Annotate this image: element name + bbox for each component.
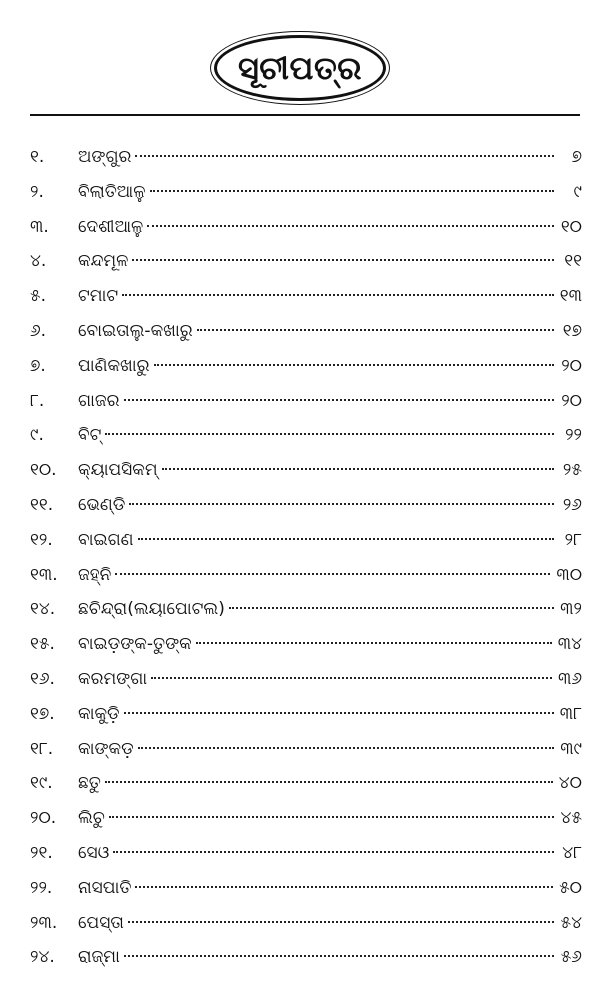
dot-leader	[105, 781, 553, 783]
toc-entry-page: ୨୫	[562, 460, 582, 481]
toc-entry	[30, 871, 582, 906]
toc-entry	[30, 558, 582, 593]
toc-entry-number: ୪.	[30, 251, 47, 272]
toc-entry-page: ୫୦	[559, 877, 582, 898]
toc-entry-title: ନାସପାତି	[78, 877, 132, 898]
dot-leader	[150, 190, 554, 192]
toc-entry-title: ରାଜ୍‌ମା	[78, 947, 120, 968]
toc-entry-number: ୨୩.	[30, 912, 58, 933]
toc-entry	[30, 627, 582, 662]
toc-entry	[30, 801, 582, 836]
toc-entry-title: ଜହ୍ନି	[78, 564, 112, 585]
toc-entry-page: ୩୨	[560, 599, 582, 620]
toc-entry-page: ୯	[573, 181, 582, 202]
dot-leader	[162, 468, 554, 470]
toc-entry-title: କାକୁଡ଼ି	[78, 703, 120, 724]
toc-entry-number: ୫.	[30, 286, 47, 307]
toc-entry-number: ୮.	[30, 390, 45, 411]
dot-leader	[135, 155, 554, 157]
title-divider	[30, 114, 580, 116]
toc-entry-number: ୨୧.	[30, 842, 53, 863]
toc-entry	[30, 906, 582, 941]
toc-entry-title: ବିଲାତିଆଳୁ	[78, 181, 146, 202]
toc-entry	[30, 210, 582, 245]
toc-entry-page: ୨୨	[565, 425, 582, 446]
toc-entry-page: ୨୮	[564, 529, 582, 550]
toc-entry-page: ୩୦	[556, 564, 582, 585]
toc-entry-title: କ୍ୟାପସିକମ୍	[78, 460, 158, 481]
dot-leader	[138, 538, 554, 540]
toc-entry-number: ୧୧.	[30, 494, 54, 515]
toc-entry	[30, 592, 582, 627]
toc-entry-number: ୭.	[30, 355, 46, 376]
toc-entry-page: ୩୮	[559, 703, 582, 724]
toc-entry-page: ୪୮	[562, 842, 582, 863]
dot-leader	[197, 329, 554, 331]
toc-entry-page: ୧୧	[564, 251, 582, 272]
toc-entry-number: ୧୮.	[30, 738, 54, 759]
dot-leader	[151, 677, 552, 679]
toc-entry-page: ୨୦	[561, 390, 582, 411]
toc-entry-title: ଭେଣ୍ଡି	[78, 494, 126, 515]
dot-leader	[128, 921, 554, 923]
toc-entry-number: ୧୭.	[30, 703, 55, 724]
toc-entry	[30, 244, 582, 279]
toc-entry-title: ଟମାଟ	[78, 286, 119, 307]
toc-entry	[30, 766, 582, 801]
toc-entry-title: ଛଚିନ୍ଦ୍ରା(ଲୟାପୋଟଲ)	[78, 599, 225, 620]
toc-entry-title: କନ୍ଦମୂଳ	[78, 251, 129, 272]
toc-entry	[30, 697, 582, 732]
toc-entry	[30, 279, 582, 314]
toc-entry-number: ୧.	[30, 147, 45, 167]
page-title: ସୂଚୀପତ୍ର	[237, 48, 363, 87]
toc-entry-number: ୨.	[30, 181, 44, 202]
toc-entry-page: ୩୪	[557, 634, 582, 655]
toc-entry-title: କାଙ୍କଡ଼	[78, 738, 134, 759]
toc-entry-page: ୧୩	[559, 286, 582, 307]
toc-entry-title: ପାଣିକଖାରୁ	[78, 355, 150, 376]
toc-entry	[30, 349, 582, 384]
toc-entry	[30, 940, 582, 975]
toc-entry-title: ଗାଜର	[78, 390, 120, 411]
dot-leader	[147, 225, 554, 227]
toc-entry-title: ସେଓ	[78, 842, 110, 863]
toc-entry	[30, 836, 582, 871]
toc-entry-title: ଅଙ୍ଗୁର	[78, 147, 132, 167]
toc-entry-title: କରମଙ୍ଗା	[78, 668, 148, 689]
toc-entry-title: ବୋଇତାଲୁ-କଖାରୁ	[78, 320, 193, 341]
toc-entry-page: ୭	[571, 147, 582, 167]
toc-entry-page: ୨୦	[561, 355, 582, 376]
toc-entry-number: ୧୫.	[30, 634, 55, 655]
toc-entry	[30, 523, 582, 558]
dot-leader	[122, 294, 554, 296]
toc-entry-page: ୧୦	[560, 216, 582, 237]
dot-leader	[124, 712, 554, 714]
dot-leader	[196, 642, 552, 644]
toc-entry-number: ୧୪.	[30, 599, 56, 620]
toc-entry-number: ୧୯.	[30, 773, 53, 794]
dot-leader	[138, 747, 554, 749]
dot-leader	[115, 573, 550, 575]
dot-leader	[154, 364, 555, 366]
dot-leader	[113, 851, 554, 853]
toc-entry	[30, 418, 582, 453]
table-of-contents	[30, 140, 582, 975]
toc-entry	[30, 732, 582, 767]
dot-leader	[109, 816, 554, 818]
toc-entry-page: ୫୬	[560, 947, 582, 968]
toc-entry-page: ୩୯	[560, 738, 582, 759]
toc-entry-number: ୨୪.	[30, 947, 55, 968]
toc-entry-number: ୧୬.	[30, 668, 55, 689]
toc-entry-number: ୯.	[30, 425, 44, 446]
toc-entry-page: ୪୫	[560, 808, 582, 829]
toc-entry	[30, 175, 582, 210]
dot-leader	[129, 503, 554, 505]
toc-entry-number: ୨୨.	[30, 877, 53, 898]
title-oval-frame	[214, 35, 386, 101]
toc-entry	[30, 662, 582, 697]
toc-entry	[30, 314, 582, 349]
toc-entry-page: ୨୬	[562, 494, 582, 515]
toc-entry-page: ୪୦	[558, 773, 582, 794]
toc-entry-title: ଦେଶୀଆଳୁ	[78, 216, 144, 237]
dot-leader	[229, 607, 554, 609]
toc-entry	[30, 488, 582, 523]
dot-leader	[105, 433, 554, 435]
toc-entry-title: ଲିଚୁ	[78, 808, 105, 829]
toc-entry-title: ବିଟ୍	[78, 425, 102, 446]
toc-entry-number: ୧୨.	[30, 529, 53, 550]
toc-entry-page: ୩୬	[557, 668, 582, 689]
toc-entry	[30, 453, 582, 488]
toc-entry-number: ୧୩.	[30, 564, 58, 585]
toc-entry-title: ବାଇଗଣ	[78, 529, 134, 550]
toc-entry-number: ୩.	[30, 216, 49, 237]
toc-entry-number: ୬.	[30, 320, 47, 341]
toc-entry	[30, 384, 582, 419]
toc-entry-title: ପେସ୍ତା	[78, 912, 124, 933]
title-area	[0, 30, 600, 106]
toc-entry	[30, 140, 582, 175]
toc-entry-page: ୫୪	[560, 912, 582, 933]
toc-entry-number: ୨୦.	[30, 808, 57, 829]
dot-leader	[132, 259, 554, 261]
toc-entry-number: ୧୦.	[30, 460, 57, 481]
toc-entry-page: ୧୭	[562, 320, 582, 341]
dot-leader	[135, 886, 553, 888]
toc-entry-title: ବାଇଡ଼ଙ୍କ-ତୁଙ୍କ	[78, 634, 192, 655]
dot-leader	[124, 955, 554, 957]
toc-entry-title: ଛତୁ	[78, 773, 101, 794]
dot-leader	[124, 399, 554, 401]
